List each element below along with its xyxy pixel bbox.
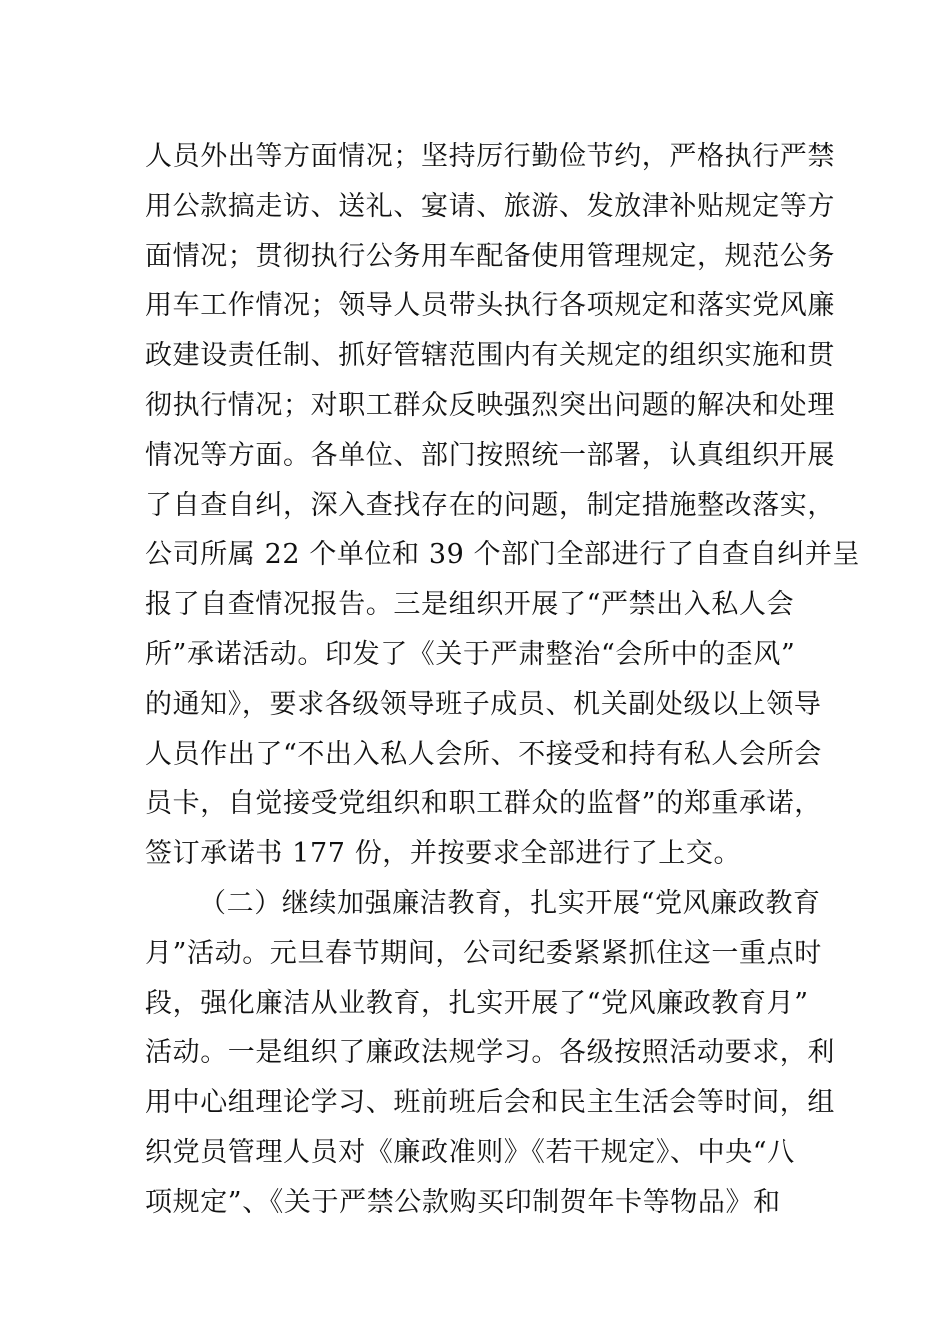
text-line: 用公款搞走访、送礼、宴请、旅游、发放津补贴规定等方 xyxy=(145,190,835,222)
text-line: 了自查自纠，深入查找存在的问题，制定措施整改落实， xyxy=(145,489,835,521)
text-line: 政建设责任制、抓好管辖范围内有关规定的组织实施和贯 xyxy=(145,340,835,372)
section-heading-line: （二）继续加强廉洁教育，扎实开展“党风廉政教育 xyxy=(199,887,821,919)
text-line: 用中心组理论学习、班前班后会和民主生活会等时间，组 xyxy=(145,1087,835,1119)
text-line: 的通知》，要求各级领导班子成员、机关副处级以上领导 xyxy=(145,688,822,720)
text-line: 彻执行情况；对职工群众反映强烈突出问题的解决和处理 xyxy=(145,389,835,421)
text-line: 所”承诺活动。印发了《关于严肃整治“会所中的歪风” xyxy=(145,638,796,670)
text-line: 用车工作情况；领导人员带头执行各项规定和落实党风廉 xyxy=(145,290,835,322)
text-line: 段，强化廉洁从业教育，扎实开展了“党风廉政教育月” xyxy=(145,987,809,1019)
text-line: 活动。一是组织了廉政法规学习。各级按照活动要求，利 xyxy=(145,1037,835,1069)
text-line: 报了自查情况报告。三是组织开展了“严禁出入私人会 xyxy=(145,589,795,621)
text-line: 人员外出等方面情况；坚持厉行勤俭节约，严格执行严禁 xyxy=(145,141,835,172)
text-line: 月”活动。元旦春节期间，公司纪委紧紧抓住这一重点时 xyxy=(145,937,822,969)
text-line: 签订承诺书 177 份，并按要求全部进行了上交。 xyxy=(145,838,742,870)
text-line: 面情况；贯彻执行公务用车配备使用管理规定，规范公务 xyxy=(145,240,835,272)
text-line: 员卡，自觉接受党组织和职工群众的监督”的郑重承诺， xyxy=(145,788,822,820)
text-line: 织党员管理人员对《廉政准则》《若干规定》、中央“八 xyxy=(145,1136,795,1168)
text-line: 项规定”、《关于严禁公款购买印制贺年卡等物品》和 xyxy=(145,1186,781,1218)
text-line: 人员作出了“不出入私人会所、不接受和持有私人会所会 xyxy=(145,738,822,770)
text-line: 情况等方面。各单位、部门按照统一部署，认真组织开展 xyxy=(145,439,835,471)
text-line: 公司所属 22 个单位和 39 个部门全部进行了自查自纠并呈 xyxy=(145,539,861,571)
body-text xyxy=(145,132,861,1228)
